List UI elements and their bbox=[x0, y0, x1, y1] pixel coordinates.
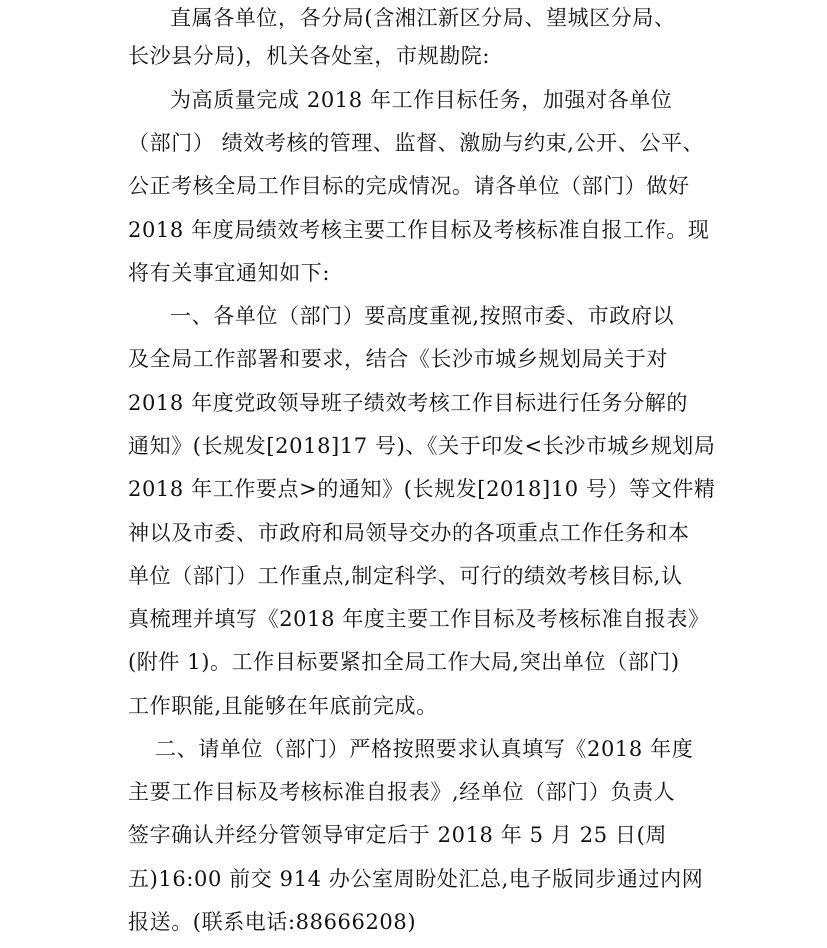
text-line: 2018 年度局绩效考核主要工作目标及考核标准自报工作。现 bbox=[128, 218, 710, 242]
text-line: 一、各单位（部门）要高度重视,按照市委、市政府以 bbox=[170, 304, 675, 328]
text-line: 二、请单位（部门）严格按照要求认真填写《2018 年度 bbox=[155, 737, 694, 761]
text-line: 为高质量完成 2018 年工作目标任务，加强对各单位 bbox=[170, 88, 673, 112]
text-line: 神以及市委、市政府和局领导交办的各项重点工作任务和本 bbox=[128, 521, 690, 545]
text-line: 直属各单位，各分局(含湘江新区分局、望城区分局、 bbox=[170, 6, 676, 30]
text-line: 工作职能,且能够在年底前完成。 bbox=[128, 694, 438, 718]
text-line: 将有关事宜通知如下: bbox=[128, 261, 331, 285]
text-line: 通知》(长规发[2018]17 号)、《关于印发<长沙市城乡规划局 bbox=[128, 434, 716, 458]
text-line: 单位（部门）工作重点,制定科学、可行的绩效考核目标,认 bbox=[128, 564, 683, 588]
text-line: 2018 年度党政领导班子绩效考核工作目标进行任务分解的 bbox=[128, 391, 688, 415]
text-line: 长沙县分局)，机关各处室，市规勘院: bbox=[128, 44, 491, 68]
text-line: 五)16:00 前交 914 办公室周盼处汇总,电子版同步通过内网 bbox=[128, 867, 704, 891]
text-line: 报送。(联系电话:88666208) bbox=[128, 910, 417, 934]
text-line: 签字确认并经分管领导审定后于 2018 年 5 月 25 日(周 bbox=[128, 823, 667, 847]
text-line: 2018 年工作要点>的通知》(长规发[2018]10 号）等文件精 bbox=[128, 477, 716, 501]
text-line: (附件 1)。工作目标要紧扣全局工作大局,突出单位（部门) bbox=[128, 650, 680, 674]
text-line: 真梳理并填写《2018 年度主要工作目标及考核标准自报表》 bbox=[128, 607, 710, 631]
text-line: 及全局工作部署和要求，结合《长沙市城乡规划局关于对 bbox=[128, 347, 668, 371]
text-line: 公正考核全局工作目标的完成情况。请各单位（部门）做好 bbox=[128, 174, 690, 198]
text-line: （部门） 绩效考核的管理、监督、激励与约束,公开、公平、 bbox=[128, 131, 705, 155]
text-line: 主要工作目标及考核标准自报表》,经单位（部门）负责人 bbox=[128, 780, 676, 804]
